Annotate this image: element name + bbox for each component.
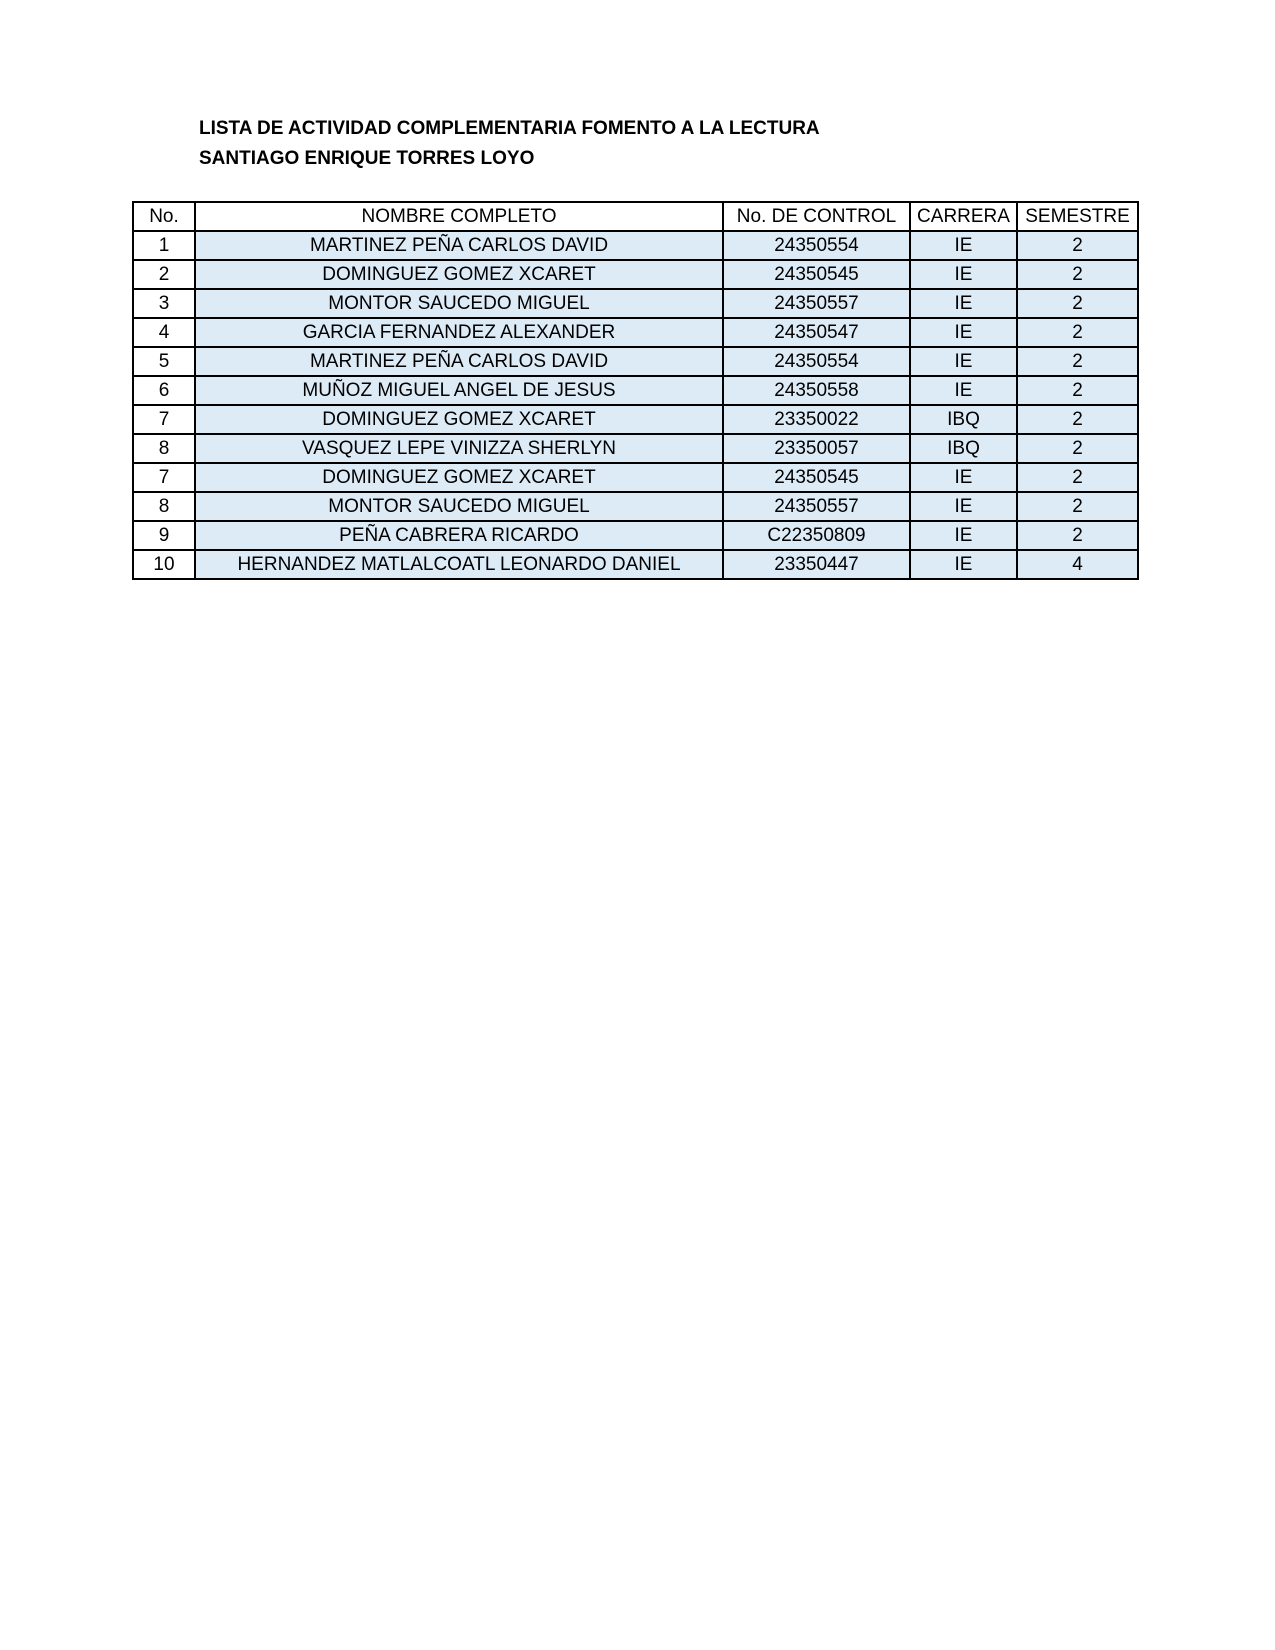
table-body — [133, 231, 1138, 579]
cell-control-number: 24350554 — [723, 347, 910, 376]
cell-semester: 2 — [1017, 405, 1138, 434]
table-row — [133, 318, 1138, 347]
cell-career: IE — [910, 521, 1017, 550]
cell-number: 10 — [133, 550, 195, 579]
cell-full-name: MONTOR SAUCEDO MIGUEL — [195, 289, 723, 318]
cell-control-number: 24350547 — [723, 318, 910, 347]
table-row — [133, 376, 1138, 405]
cell-full-name: PEÑA CABRERA RICARDO — [195, 521, 723, 550]
document-subtitle: SANTIAGO ENRIQUE TORRES LOYO — [199, 148, 535, 169]
table-row — [133, 405, 1138, 434]
cell-semester: 2 — [1017, 492, 1138, 521]
table-row — [133, 434, 1138, 463]
column-header-career: CARRERA — [910, 202, 1017, 231]
cell-career: IE — [910, 231, 1017, 260]
table-row — [133, 463, 1138, 492]
cell-full-name: DOMINGUEZ GOMEZ XCARET — [195, 260, 723, 289]
table-row — [133, 521, 1138, 550]
table-row — [133, 550, 1138, 579]
cell-semester: 2 — [1017, 231, 1138, 260]
cell-full-name: VASQUEZ LEPE VINIZZA SHERLYN — [195, 434, 723, 463]
cell-full-name: GARCIA FERNANDEZ ALEXANDER — [195, 318, 723, 347]
cell-control-number: 24350558 — [723, 376, 910, 405]
cell-number: 8 — [133, 492, 195, 521]
cell-semester: 2 — [1017, 521, 1138, 550]
cell-career: IE — [910, 289, 1017, 318]
cell-number: 7 — [133, 463, 195, 492]
cell-full-name: HERNANDEZ MATLALCOATL LEONARDO DANIEL — [195, 550, 723, 579]
cell-career: IE — [910, 376, 1017, 405]
table-row — [133, 231, 1138, 260]
cell-control-number: 24350557 — [723, 492, 910, 521]
table-row — [133, 347, 1138, 376]
cell-control-number: 24350545 — [723, 260, 910, 289]
table-row — [133, 260, 1138, 289]
column-header-number: No. — [133, 202, 195, 231]
cell-career: IBQ — [910, 405, 1017, 434]
cell-number: 3 — [133, 289, 195, 318]
column-header-control-number: No. DE CONTROL — [723, 202, 910, 231]
cell-semester: 4 — [1017, 550, 1138, 579]
column-header-full-name: NOMBRE COMPLETO — [195, 202, 723, 231]
column-header-semester: SEMESTRE — [1017, 202, 1138, 231]
cell-number: 9 — [133, 521, 195, 550]
cell-career: IBQ — [910, 434, 1017, 463]
cell-career: IE — [910, 550, 1017, 579]
cell-semester: 2 — [1017, 289, 1138, 318]
table-row — [133, 289, 1138, 318]
cell-full-name: MARTINEZ PEÑA CARLOS DAVID — [195, 231, 723, 260]
cell-full-name: DOMINGUEZ GOMEZ XCARET — [195, 463, 723, 492]
cell-career: IE — [910, 463, 1017, 492]
cell-number: 7 — [133, 405, 195, 434]
cell-number: 5 — [133, 347, 195, 376]
cell-full-name: MONTOR SAUCEDO MIGUEL — [195, 492, 723, 521]
header-row — [133, 202, 1138, 231]
cell-control-number: 24350545 — [723, 463, 910, 492]
cell-semester: 2 — [1017, 376, 1138, 405]
cell-career: IE — [910, 492, 1017, 521]
table-row — [133, 492, 1138, 521]
cell-career: IE — [910, 318, 1017, 347]
table-header — [133, 202, 1138, 231]
cell-control-number: C22350809 — [723, 521, 910, 550]
cell-number: 8 — [133, 434, 195, 463]
cell-full-name: MUÑOZ MIGUEL ANGEL DE JESUS — [195, 376, 723, 405]
cell-number: 4 — [133, 318, 195, 347]
cell-semester: 2 — [1017, 260, 1138, 289]
cell-number: 2 — [133, 260, 195, 289]
cell-control-number: 23350022 — [723, 405, 910, 434]
cell-semester: 2 — [1017, 463, 1138, 492]
cell-number: 6 — [133, 376, 195, 405]
document-header — [199, 114, 820, 174]
cell-career: IE — [910, 260, 1017, 289]
cell-number: 1 — [133, 231, 195, 260]
cell-control-number: 23350057 — [723, 434, 910, 463]
student-roster-table — [132, 201, 1139, 580]
cell-semester: 2 — [1017, 347, 1138, 376]
cell-full-name: MARTINEZ PEÑA CARLOS DAVID — [195, 347, 723, 376]
cell-control-number: 23350447 — [723, 550, 910, 579]
cell-full-name: DOMINGUEZ GOMEZ XCARET — [195, 405, 723, 434]
cell-control-number: 24350557 — [723, 289, 910, 318]
cell-control-number: 24350554 — [723, 231, 910, 260]
cell-career: IE — [910, 347, 1017, 376]
document-title: LISTA DE ACTIVIDAD COMPLEMENTARIA FOMENTO A LA LECTURA — [199, 118, 820, 139]
cell-semester: 2 — [1017, 318, 1138, 347]
cell-semester: 2 — [1017, 434, 1138, 463]
